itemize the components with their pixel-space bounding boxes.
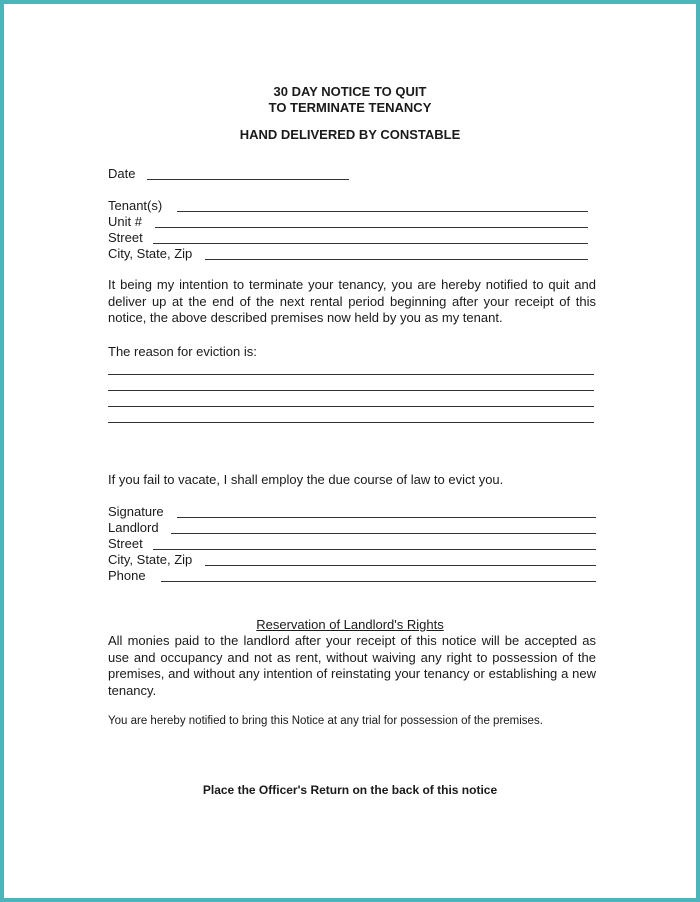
landlord-street-label: Street bbox=[108, 536, 143, 551]
tenant-city-label: City, State, Zip bbox=[108, 246, 193, 261]
date-line bbox=[147, 179, 349, 180]
reservation-heading-text: Reservation of Landlord's Rights bbox=[256, 617, 444, 632]
document-subtitle: HAND DELIVERED BY CONSTABLE bbox=[239, 127, 461, 142]
eviction-reason-line-1 bbox=[108, 374, 594, 375]
phone-label: Phone bbox=[108, 568, 146, 583]
landlord-label: Landlord bbox=[108, 520, 159, 535]
reservation-paragraph: All monies paid to the landlord after your receipt of this notice will be accepted as use and occupancy and not as rent, without waiving any right to possession of the premises, and without any intention of reinstating your tenancy or establishing a new tenancy. bbox=[108, 633, 596, 698]
landlord-city-line bbox=[205, 565, 596, 566]
unit-line bbox=[155, 227, 588, 228]
eviction-reason-line-4 bbox=[108, 422, 594, 423]
eviction-reason-line-3 bbox=[108, 406, 594, 407]
notice-paragraph: It being my intention to terminate your tenancy, you are hereby notified to quit and deliver up at the end of the next rental period beginning after your receipt of this notice, the above described premises now held by you as my tenant. bbox=[108, 277, 596, 325]
tenant-street-line bbox=[153, 243, 588, 244]
tenant-street-label: Street bbox=[108, 230, 143, 245]
reservation-heading bbox=[4, 617, 696, 632]
eviction-reason-line-2 bbox=[108, 390, 594, 391]
document-title-line1: 30 DAY NOTICE TO QUIT bbox=[273, 84, 427, 99]
vacate-statement: If you fail to vacate, I shall employ the due course of law to evict you. bbox=[108, 472, 504, 487]
signature-label: Signature bbox=[108, 504, 164, 519]
document-page bbox=[4, 4, 696, 898]
tenants-label: Tenant(s) bbox=[108, 198, 163, 213]
eviction-reason-label: The reason for eviction is: bbox=[108, 344, 257, 359]
trial-notice: You are hereby notified to bring this Notice at any trial for possession of the premises. bbox=[108, 715, 543, 727]
landlord-city-label: City, State, Zip bbox=[108, 552, 193, 567]
footer-instruction: Place the Officer's Return on the back of this notice bbox=[202, 783, 498, 797]
unit-label: Unit # bbox=[108, 214, 142, 229]
tenant-city-line bbox=[205, 259, 588, 260]
tenants-line bbox=[177, 211, 588, 212]
phone-line bbox=[161, 581, 596, 582]
landlord-street-line bbox=[153, 549, 596, 550]
landlord-line bbox=[171, 533, 596, 534]
document-title-line2: TO TERMINATE TENANCY bbox=[268, 100, 432, 115]
signature-line bbox=[177, 517, 596, 518]
date-label: Date bbox=[108, 166, 136, 181]
